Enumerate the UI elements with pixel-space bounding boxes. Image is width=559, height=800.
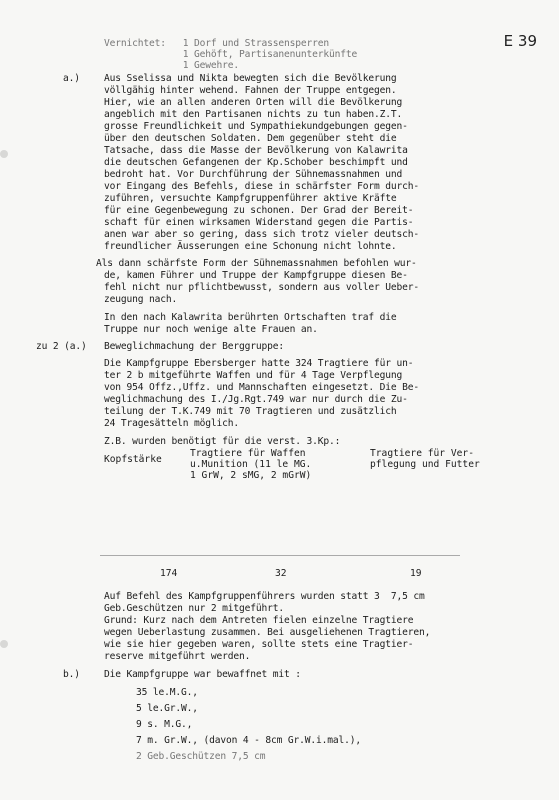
table-value-weapon-animals: 32 (275, 568, 287, 579)
body-line: Tatsache, dass die Masse der Bevölkerung von Kalawrita (104, 145, 408, 156)
body-line: Die Kampfgruppe war bewaffnet mit : (104, 669, 301, 680)
list-item: 35 le.M.G., (136, 687, 198, 698)
body-line: freundlicher Äusserungen eine Schonung nicht lohnte. (104, 241, 397, 252)
body-line: schaft für einen wirksamen Widerstand gegen die Partis- (104, 217, 414, 228)
table-value-supply-animals: 19 (410, 568, 422, 579)
table-value-headcount: 174 (160, 568, 178, 579)
list-item: 9 s. M.G., (136, 719, 193, 730)
body-line: Geb.Geschützen nur 2 mitgeführt. (104, 603, 285, 614)
table-divider (100, 555, 460, 556)
list-item: 5 le.Gr.W., (136, 703, 198, 714)
body-line: anen war aber so gering, dass sich trotz vieler deutsch- (104, 229, 420, 240)
hole-punch-mark (0, 150, 8, 158)
header-line: 1 Gehöft, Partisanenunterkünfte (104, 49, 358, 60)
body-line: wie sie hier gegeben waren, sollte stets eine Tragtier- (104, 639, 414, 650)
body-line: Auf Befehl des Kampfgruppenführers wurden statt 3 7,5 cm (104, 591, 425, 602)
body-line: Die Kampfgruppe Ebersberger hatte 324 Tragtiere für un- (104, 358, 414, 369)
body-line: ter 2 b mitgeführte Waffen und für 4 Tage Verpflegung (104, 370, 403, 381)
body-line: Z.B. wurden benötigt für die verst. 3.Kp.: (104, 436, 341, 447)
header-line: Vernichtet: 1 Dorf und Strassensperren (104, 38, 330, 49)
body-line: 24 Tragesätteln möglich. (104, 418, 240, 429)
body-line: völlgähig hinter wehend. Fahnen der Truppe entgegen. (104, 85, 397, 96)
list-item: 2 Geb.Geschützen 7,5 cm (136, 751, 266, 762)
body-line: Truppe nur noch wenige alte Frauen an. (104, 324, 318, 335)
body-line: von 954 Offz.,Uffz. und Mannschaften eingesetzt. Die Be- (104, 382, 420, 393)
table-header-supply-animals: Tragtiere für Ver- pflegung und Futter (370, 448, 480, 470)
section-heading: Beweglichmachung der Berggruppe: (104, 341, 285, 352)
body-line: reserve mitgeführt werden. (104, 651, 251, 662)
section-marker: b.) (63, 669, 80, 680)
body-line: die deutschen Gefangenen der Kp.Schober beschimpft und (104, 157, 408, 168)
body-line: In den nach Kalawrita berührten Ortschaften traf die (104, 312, 397, 323)
body-line: über den deutschen Soldaten. Dem gegenüber steht die (104, 133, 397, 144)
table-header-headcount: Kopfstärke (104, 454, 162, 465)
body-line: Aus Sselissa und Nikta bewegten sich die Bevölkerung (104, 73, 397, 84)
table-header-weapon-animals: Tragtiere für Waffen u.Munition (11 le MG. 1 GrW, 2 sMG, 2 mGrW) (190, 448, 312, 481)
body-line: Als dann schärfste Form der Sühnemassnahmen befohlen wur- (96, 258, 417, 269)
body-line: fehl nicht nur pflichtbewusst, sondern aus voller Ueber- (104, 282, 420, 293)
section-marker: a.) (63, 73, 80, 84)
body-line: de, kamen Führer und Truppe der Kampfgruppe diesen Be- (104, 270, 408, 281)
body-line: Hier, wie an allen anderen Orten will die Bevölkerung (104, 97, 403, 108)
body-line: teilung der T.K.749 mit 70 Tragtieren und zusätzlich (104, 406, 397, 417)
body-line: Grund: Kurz nach dem Antreten fielen einzelne Tragtiere (104, 615, 414, 626)
hole-punch-mark (0, 640, 8, 648)
body-line: zeugung nach. (104, 294, 178, 305)
body-line: weglichmachung des I./Jg.Rgt.749 war nur durch die Zu- (104, 394, 408, 405)
body-line: grosse Freundlichkeit und Sympathiekundgebungen gegen- (104, 121, 408, 132)
body-line: angeblich mit den Partisanen nichts zu tun haben.Z.T. (104, 109, 403, 120)
list-item: 7 m. Gr.W., (davon 4 - 8cm Gr.W.i.mal.), (136, 735, 362, 746)
body-line: zuführen, versuchte Kampfgruppenführer aktive Kräfte (104, 193, 397, 204)
handwritten-page-number: E 39 (503, 32, 537, 50)
section-marker: zu 2 (a.) (36, 341, 87, 352)
body-line: wegen Ueberlastung zusammen. Bei ausgeliehenen Tragtieren, (104, 627, 431, 638)
body-line: bedroht hat. Vor Durchführung der Sühnemassnahmen und (104, 169, 403, 180)
header-line: 1 Gewehre. (104, 60, 240, 71)
body-line: für eine Gegenbewegung zu schonen. Der Grad der Bereit- (104, 205, 414, 216)
body-line: vor Eingang des Befehls, diese in schärfster Form durch- (104, 181, 420, 192)
